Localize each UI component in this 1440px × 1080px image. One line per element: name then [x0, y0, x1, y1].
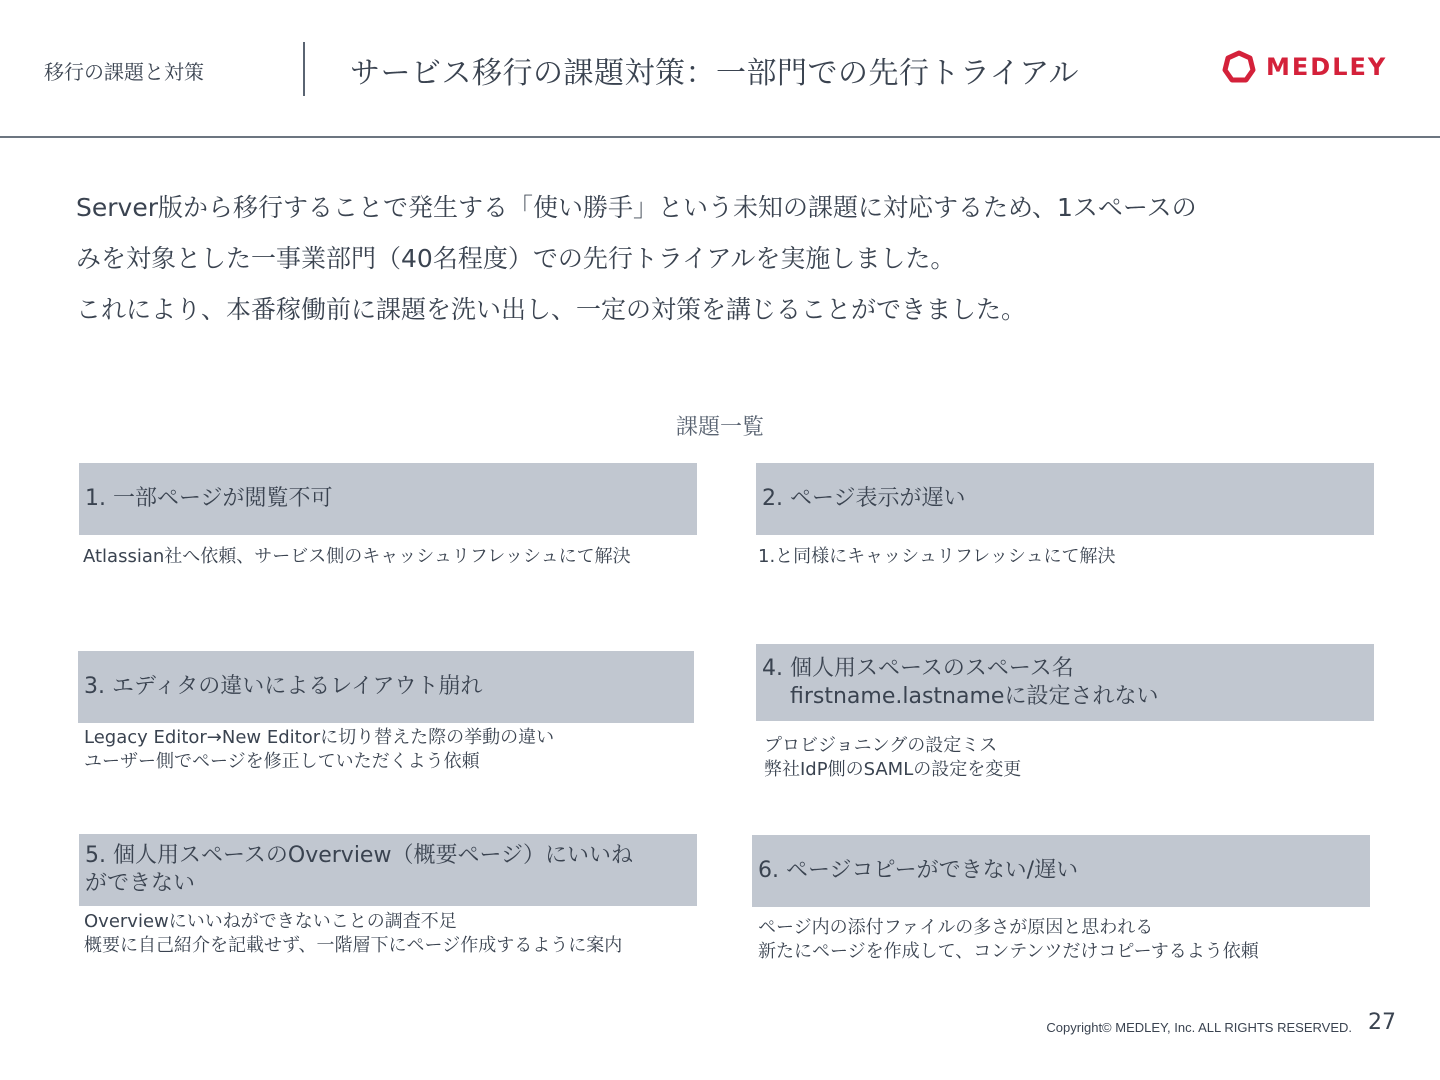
slide-title: サービス移行の課題対策：一部門での先行トライアル: [350, 56, 1079, 91]
issue-2-body: [758, 545, 1378, 569]
medley-logo-text: MEDLEY: [1266, 53, 1388, 81]
issue-4-body: [764, 734, 1374, 782]
issue-3-title: [78, 651, 694, 723]
issue-title-line: 5. 個人用スペースのOverview（概要ページ）にいいね: [85, 843, 634, 868]
issue-title-line: 2. ページ表示が遅い: [762, 486, 966, 511]
issue-title-line: firstname.lastnameに設定されない: [790, 683, 1159, 709]
issue-title-line: 3. エディタの違いによるレイアウト崩れ: [84, 674, 483, 699]
issue-title-line: 6. ページコピーができない/遅い: [758, 858, 1079, 883]
issue-4-title: [756, 644, 1374, 721]
issue-1-title: [79, 463, 697, 535]
page-number: 27: [1368, 1010, 1396, 1035]
issue-body-line: 新たにページを作成して、コンテンツだけコピーするよう依頼: [758, 941, 1259, 962]
issue-title-line: ができない: [85, 871, 196, 896]
issue-body-line: 概要に自己紹介を記載せず、一階層下にページ作成するように案内: [84, 935, 623, 956]
issue-body-line: 弊社IdP側のSAMLの設定を変更: [764, 759, 1022, 780]
issue-title-line: 4. 個人用スペースのスペース名: [762, 655, 1074, 681]
issue-body-line: Legacy Editor→New Editorに切り替えた際の挙動の違い: [84, 727, 555, 748]
issue-body-line: プロビジョニングの設定ミス: [764, 735, 998, 756]
medley-logo-mark-icon: [1222, 50, 1256, 84]
issue-title-line: 1. 一部ページが閲覧不可: [85, 486, 333, 511]
issue-6-title: [752, 835, 1370, 907]
header-rule: [0, 136, 1440, 138]
issue-body-line: ユーザー側でページを修正していただくよう依頼: [84, 751, 480, 772]
intro-text: [76, 182, 1366, 335]
section-label: 移行の課題と対策: [44, 60, 204, 84]
issue-list-title: 課題一覧: [675, 415, 764, 440]
issue-1-body: [83, 545, 703, 569]
issue-6-body: [758, 916, 1398, 964]
medley-logo: [1222, 50, 1387, 84]
intro-line: みを対象とした一事業部門（40名程度）での先行トライアルを実施しました。: [76, 244, 956, 273]
issue-5-title: [79, 834, 697, 906]
intro-line: これにより、本番稼働前に課題を洗い出し、一定の対策を講じることができました。: [76, 295, 1027, 324]
header-divider: [303, 42, 305, 96]
issue-body-line: Overviewにいいねができないことの調査不足: [84, 911, 457, 932]
issue-body-line: ページ内の添付ファイルの多さが原因と思われる: [758, 917, 1154, 938]
issue-3-body: [84, 726, 704, 774]
intro-line: Server版から移行することで発生する「使い勝手」という未知の課題に対応するため、1スペースの: [76, 193, 1197, 222]
issue-2-title: [756, 463, 1374, 535]
issue-body-line: Atlassian社へ依頼、サービス側のキャッシュリフレッシュにて解決: [83, 546, 631, 567]
copyright-text: Copyright© MEDLEY, Inc. ALL RIGHTS RESERVED.: [1046, 1020, 1352, 1035]
issue-body-line: 1.と同様にキャッシュリフレッシュにて解決: [758, 546, 1116, 567]
issue-5-body: [84, 910, 724, 958]
